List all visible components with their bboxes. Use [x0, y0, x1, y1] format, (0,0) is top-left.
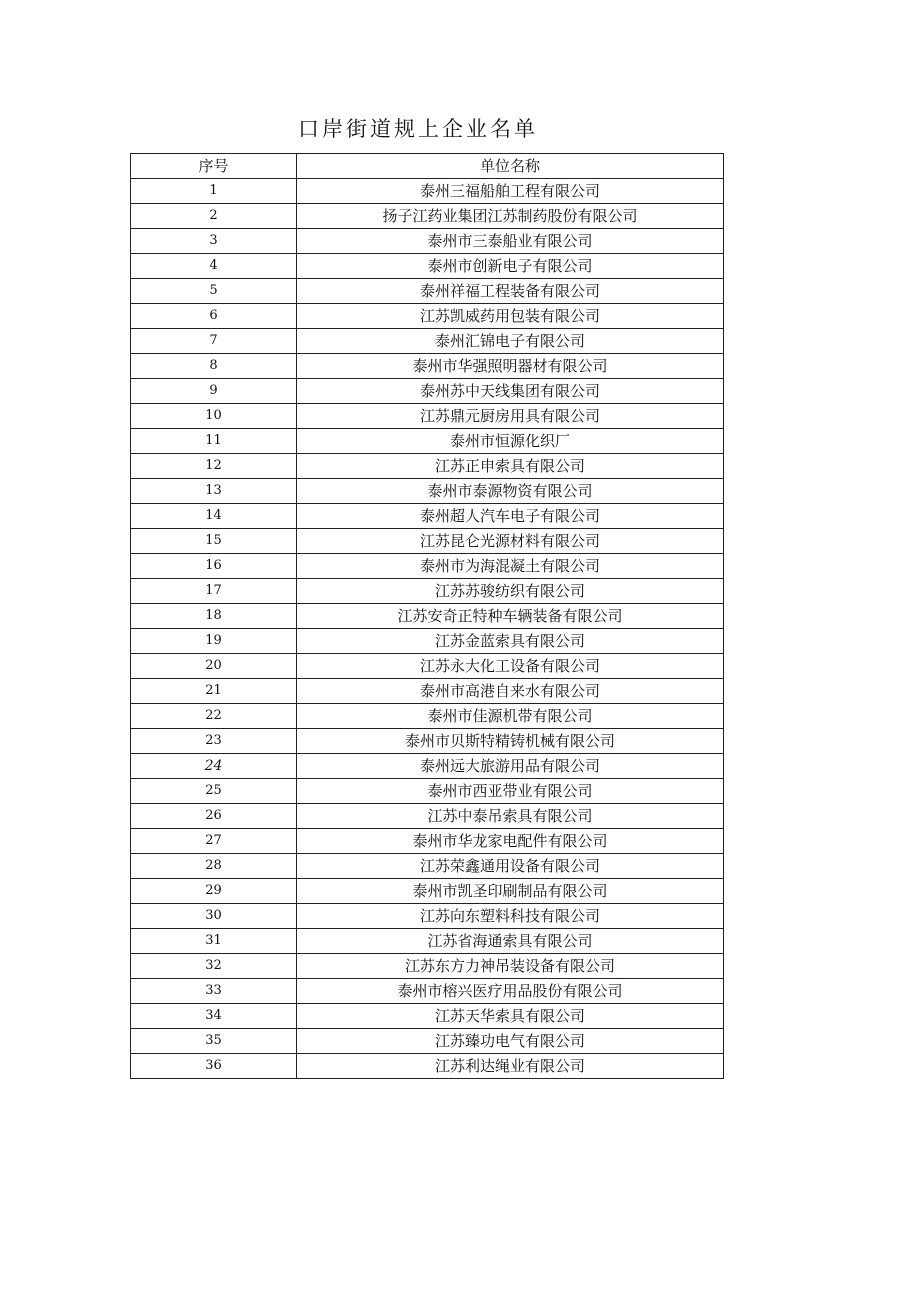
row-number: 22 — [131, 704, 297, 729]
row-number: 18 — [131, 604, 297, 629]
row-number: 21 — [131, 679, 297, 704]
table-row — [131, 279, 724, 304]
company-name: 扬子江药业集团江苏制药股份有限公司 — [297, 204, 724, 229]
company-name: 江苏省海通索具有限公司 — [297, 929, 724, 954]
table-row — [131, 654, 724, 679]
table-row — [131, 454, 724, 479]
company-name: 泰州市高港自来水有限公司 — [297, 679, 724, 704]
table-row — [131, 254, 724, 279]
row-number: 34 — [131, 1004, 297, 1029]
row-number: 4 — [131, 254, 297, 279]
row-number: 25 — [131, 779, 297, 804]
row-number: 24 — [131, 754, 297, 779]
company-name: 江苏鼎元厨房用具有限公司 — [297, 404, 724, 429]
table-row — [131, 204, 724, 229]
table-row — [131, 404, 724, 429]
table-row — [131, 329, 724, 354]
table-row — [131, 679, 724, 704]
row-number: 32 — [131, 954, 297, 979]
company-name: 泰州市为海混凝土有限公司 — [297, 554, 724, 579]
row-number: 7 — [131, 329, 297, 354]
table-row — [131, 979, 724, 1004]
row-number: 13 — [131, 479, 297, 504]
company-name: 泰州市贝斯特精铸机械有限公司 — [297, 729, 724, 754]
company-name: 泰州市三泰船业有限公司 — [297, 229, 724, 254]
row-number: 6 — [131, 304, 297, 329]
company-name: 江苏东方力神吊装设备有限公司 — [297, 954, 724, 979]
row-number: 2 — [131, 204, 297, 229]
row-number: 29 — [131, 879, 297, 904]
company-name: 江苏昆仑光源材料有限公司 — [297, 529, 724, 554]
row-number: 8 — [131, 354, 297, 379]
row-number: 1 — [131, 179, 297, 204]
company-name: 江苏天华索具有限公司 — [297, 1004, 724, 1029]
table-row — [131, 529, 724, 554]
header-number: 序号 — [131, 154, 297, 179]
table-row — [131, 854, 724, 879]
table-row — [131, 379, 724, 404]
company-name: 泰州祥福工程装备有限公司 — [297, 279, 724, 304]
table-row — [131, 779, 724, 804]
table-row — [131, 179, 724, 204]
table-row — [131, 1004, 724, 1029]
company-name: 泰州三福船舶工程有限公司 — [297, 179, 724, 204]
row-number: 20 — [131, 654, 297, 679]
row-number: 27 — [131, 829, 297, 854]
company-name: 泰州市恒源化织厂 — [297, 429, 724, 454]
row-number: 15 — [131, 529, 297, 554]
table-row — [131, 879, 724, 904]
header-company-name: 单位名称 — [297, 154, 724, 179]
company-name: 江苏荣鑫通用设备有限公司 — [297, 854, 724, 879]
company-name: 泰州市佳源机带有限公司 — [297, 704, 724, 729]
table-row — [131, 754, 724, 779]
company-name: 泰州苏中天线集团有限公司 — [297, 379, 724, 404]
row-number: 35 — [131, 1029, 297, 1054]
row-number: 14 — [131, 504, 297, 529]
company-name: 江苏凯威药用包装有限公司 — [297, 304, 724, 329]
table-row — [131, 429, 724, 454]
row-number: 9 — [131, 379, 297, 404]
company-name: 江苏金蓝索具有限公司 — [297, 629, 724, 654]
company-name: 泰州汇锦电子有限公司 — [297, 329, 724, 354]
company-name: 江苏向东塑料科技有限公司 — [297, 904, 724, 929]
company-name: 泰州市凯圣印刷制品有限公司 — [297, 879, 724, 904]
company-name: 江苏利达绳业有限公司 — [297, 1054, 724, 1079]
table-row — [131, 929, 724, 954]
row-number: 5 — [131, 279, 297, 304]
table-row — [131, 304, 724, 329]
row-number: 31 — [131, 929, 297, 954]
table-row — [131, 829, 724, 854]
company-name: 泰州市创新电子有限公司 — [297, 254, 724, 279]
row-number: 28 — [131, 854, 297, 879]
table-row — [131, 904, 724, 929]
company-name: 江苏正申索具有限公司 — [297, 454, 724, 479]
row-number: 36 — [131, 1054, 297, 1079]
table-row — [131, 629, 724, 654]
company-name: 泰州市西亚带业有限公司 — [297, 779, 724, 804]
table-row — [131, 804, 724, 829]
company-name: 泰州市榕兴医疗用品股份有限公司 — [297, 979, 724, 1004]
row-number: 12 — [131, 454, 297, 479]
table-row — [131, 354, 724, 379]
row-number: 33 — [131, 979, 297, 1004]
company-name: 江苏中泰吊索具有限公司 — [297, 804, 724, 829]
company-name: 泰州市华龙家电配件有限公司 — [297, 829, 724, 854]
row-number: 11 — [131, 429, 297, 454]
table-row — [131, 479, 724, 504]
company-table — [130, 153, 724, 1079]
row-number: 10 — [131, 404, 297, 429]
table-row — [131, 504, 724, 529]
table-body — [131, 179, 724, 1079]
table-row — [131, 954, 724, 979]
table-row — [131, 554, 724, 579]
table-row — [131, 704, 724, 729]
page-title: 口岸街道规上企业名单 — [298, 117, 538, 141]
row-number: 23 — [131, 729, 297, 754]
table-row — [131, 229, 724, 254]
row-number: 30 — [131, 904, 297, 929]
company-name: 泰州超人汽车电子有限公司 — [297, 504, 724, 529]
row-number: 17 — [131, 579, 297, 604]
company-name: 泰州市泰源物资有限公司 — [297, 479, 724, 504]
table-row — [131, 1054, 724, 1079]
table-row — [131, 1029, 724, 1054]
company-name: 江苏臻功电气有限公司 — [297, 1029, 724, 1054]
row-number: 26 — [131, 804, 297, 829]
row-number: 19 — [131, 629, 297, 654]
table-row — [131, 604, 724, 629]
row-number: 16 — [131, 554, 297, 579]
table-row — [131, 729, 724, 754]
company-name: 江苏苏骏纺织有限公司 — [297, 579, 724, 604]
company-name: 泰州远大旅游用品有限公司 — [297, 754, 724, 779]
table-row — [131, 579, 724, 604]
company-name: 江苏永大化工设备有限公司 — [297, 654, 724, 679]
row-number: 3 — [131, 229, 297, 254]
company-name: 泰州市华强照明器材有限公司 — [297, 354, 724, 379]
company-name: 江苏安奇正特种车辆装备有限公司 — [297, 604, 724, 629]
table-header-row — [131, 154, 724, 179]
